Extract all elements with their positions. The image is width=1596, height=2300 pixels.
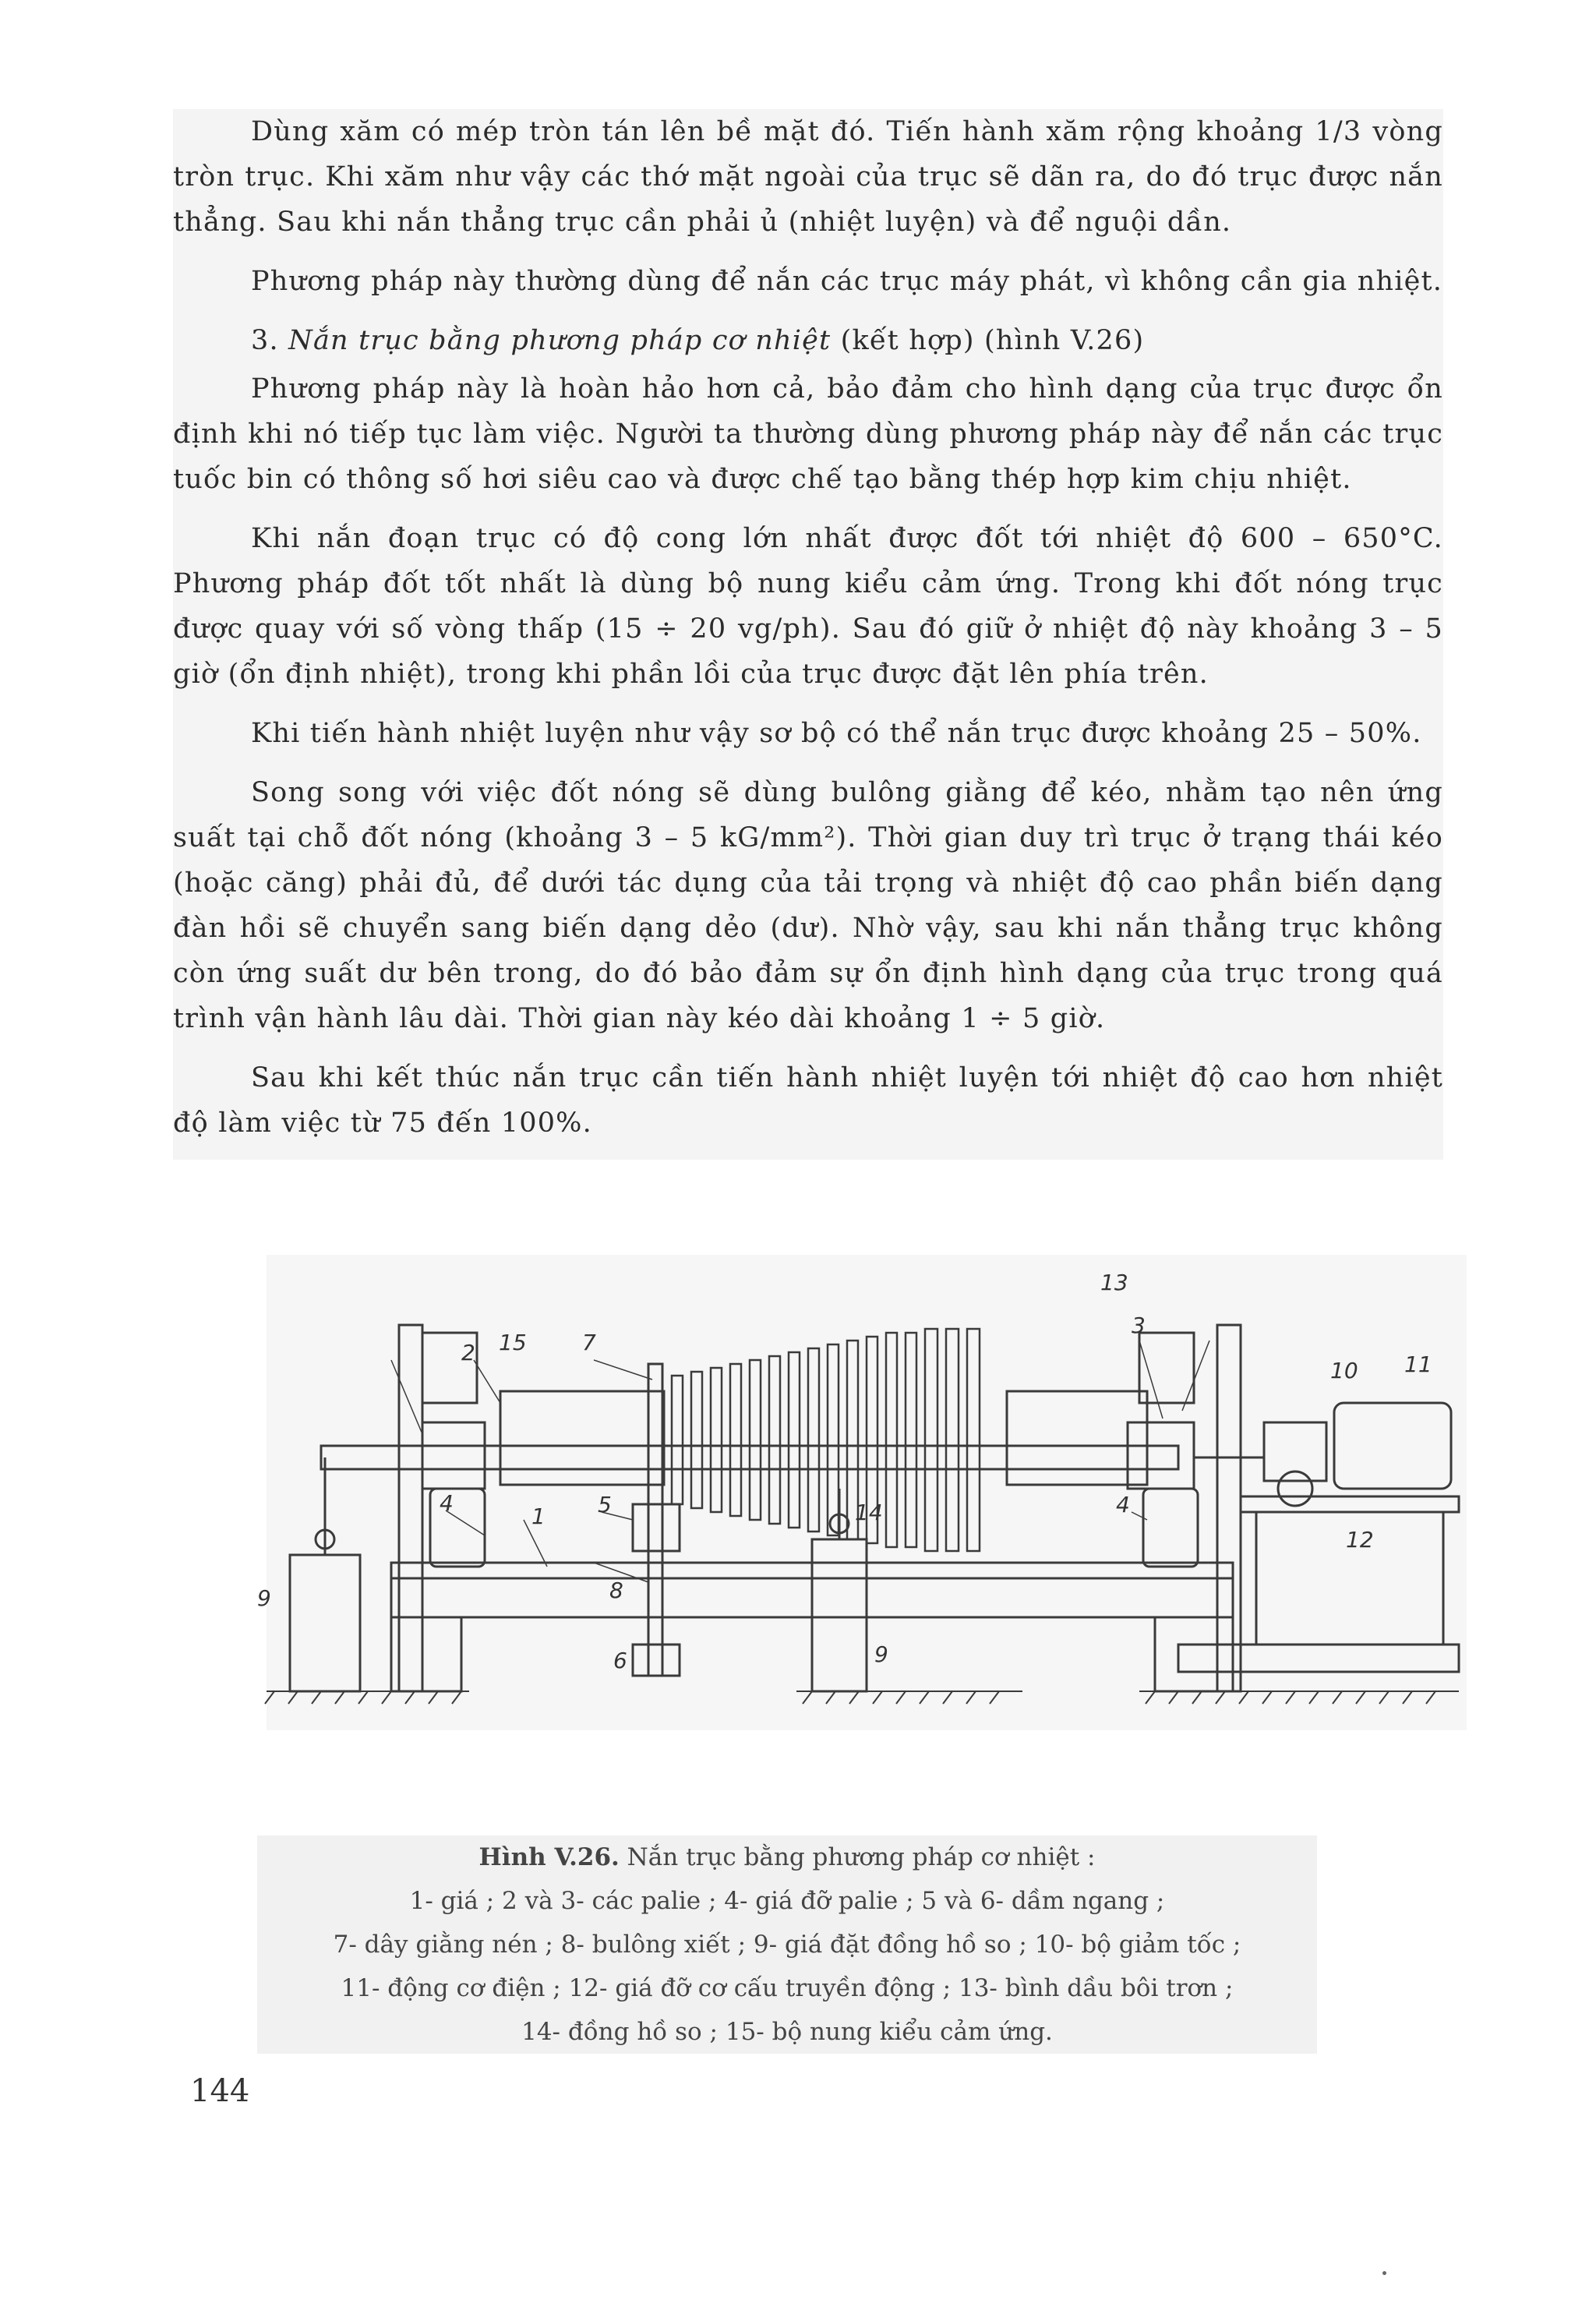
cross-beam-5 <box>633 1504 680 1551</box>
label-9a: 9 <box>257 1585 271 1611</box>
label-4b: 4 <box>1116 1492 1130 1517</box>
electric-motor <box>1334 1403 1451 1489</box>
turbine-discs <box>672 1329 980 1551</box>
paragraph: Phương pháp này là hoàn hảo hơn cả, bảo đảm cho hình dạng của trục được ổn định khi nó tiếp tục làm việc. Người ta thường dùng phương pháp này để nắn các trục tuốc bin có thông số hơi siêu cao và được chế tạo bằng thép hợp kim chịu nhiệt. <box>173 373 1443 495</box>
dial-stand-left <box>290 1555 360 1691</box>
scan-speck <box>1382 2271 1386 2275</box>
right-column <box>1217 1325 1241 1691</box>
paragraph: Song song với việc đốt nóng sẽ dùng bulông giằng để kéo, nhằm tạo nên ứng suất tại chỗ đốt nóng (khoảng 3 – 5 kG/mm²). Thời gian duy trì trục ở trạng thái kéo (hoặc căng) phải đủ, để dưới tác dụng của tải trọng và nhiệt độ cao phần biến dạng đàn hồi sẽ chuyển sang biến dạng dẻo (dư). Nhờ vậy, sau khi nắn thẳng trục không còn ứng suất dư bên trong, do đó bảo đảm sự ổn định hình dạng của trục trong quá trình vận hành lâu dài. Thời gian này kéo dài khoảng 1 ÷ 5 giờ. <box>173 777 1443 1034</box>
paragraph: Khi tiến hành nhiệt luyện như vậy sơ bộ có thể nắn trục được khoảng 25 – 50%. <box>251 718 1422 749</box>
section-heading: 3. Nắn trục bằng phương pháp cơ nhiệt (kết hợp) (hình V.26) <box>251 325 1145 356</box>
bearing-3 <box>1128 1422 1194 1489</box>
induction-heater <box>500 1391 664 1485</box>
label-12: 12 <box>1346 1527 1374 1553</box>
label-2: 2 <box>461 1340 475 1366</box>
machine-drawing <box>257 1255 1467 1730</box>
caption-title: Hình V.26. Nắn trục bằng phương pháp cơ nhiệt : <box>478 1843 1096 1871</box>
bearing-support-right <box>1143 1489 1198 1567</box>
page-number: 144 <box>190 2073 250 2109</box>
label-13: 13 <box>1100 1270 1128 1295</box>
label-8: 8 <box>609 1577 623 1603</box>
label-9b: 9 <box>874 1641 888 1667</box>
label-1: 1 <box>531 1503 546 1529</box>
label-10: 10 <box>1330 1358 1358 1383</box>
label-7: 7 <box>582 1330 596 1355</box>
label-4a: 4 <box>440 1490 454 1516</box>
label-14: 14 <box>855 1500 883 1525</box>
cross-beam-6 <box>633 1645 680 1676</box>
top-text-block <box>173 109 1443 377</box>
bearing-2 <box>422 1422 485 1489</box>
figure-caption <box>257 1835 1317 2054</box>
ground-hatch <box>265 1691 1459 1704</box>
label-15: 15 <box>499 1330 527 1355</box>
paragraph: Sau khi kết thúc nắn trục cần tiến hành nhiệt luyện tới nhiệt độ cao hơn nhiệt độ làm việc từ 75 đến 100%. <box>173 1062 1443 1139</box>
left-column <box>399 1325 422 1691</box>
label-11: 11 <box>1404 1351 1432 1377</box>
paragraph: Phương pháp này thường dùng để nắn các trục máy phát, vì không cần gia nhiệt. <box>251 266 1443 297</box>
main-text-block <box>173 366 1443 1160</box>
bearing-support-left <box>430 1489 485 1567</box>
caption-line: 14- đồng hồ so ; 15- bộ nung kiểu cảm ứng. <box>521 2018 1053 2046</box>
caption-line: 11- động cơ điện ; 12- giá đỡ cơ cấu truyền động ; 13- bình dầu bôi trơn ; <box>341 1974 1234 2002</box>
label-6: 6 <box>613 1648 627 1673</box>
tie-rod <box>648 1364 662 1676</box>
paragraph: Khi nắn đoạn trục có độ cong lớn nhất được đốt tới nhiệt độ 600 – 650°C. Phương pháp đốt tốt nhất là dùng bộ nung kiểu cảm ứng. Trong khi đốt nóng trục được quay với số vòng thấp (15 ÷ 20 vg/ph). Sau đó giữ ở nhiệt độ này khoảng 3 – 5 giờ (ổn định nhiệt), trong khi phần lồi của trục được đặt lên phía trên. <box>173 523 1443 690</box>
caption-line: 7- dây giằng nén ; 8- bulông xiết ; 9- giá đặt đồng hồ so ; 10- bộ giảm tốc ; <box>333 1931 1241 1959</box>
label-5: 5 <box>598 1492 612 1517</box>
label-3: 3 <box>1132 1313 1146 1338</box>
shaft-straightening-figure <box>257 1255 1467 1730</box>
paragraph: Dùng xăm có mép tròn tán lên bề mặt đó. Tiến hành xăm rộng khoảng 1/3 vòng tròn trục. Khi xăm như vậy các thớ mặt ngoài của trục sẽ dãn ra, do đó trục được nắn thẳng. Sau khi nắn thẳng trục cần phải ủ (nhiệt luyện) và để nguội dần. <box>173 116 1443 238</box>
drive-frame <box>1241 1496 1459 1512</box>
caption-line: 1- giá ; 2 và 3- các palie ; 4- giá đỡ palie ; 5 và 6- dầm ngang ; <box>409 1887 1165 1915</box>
